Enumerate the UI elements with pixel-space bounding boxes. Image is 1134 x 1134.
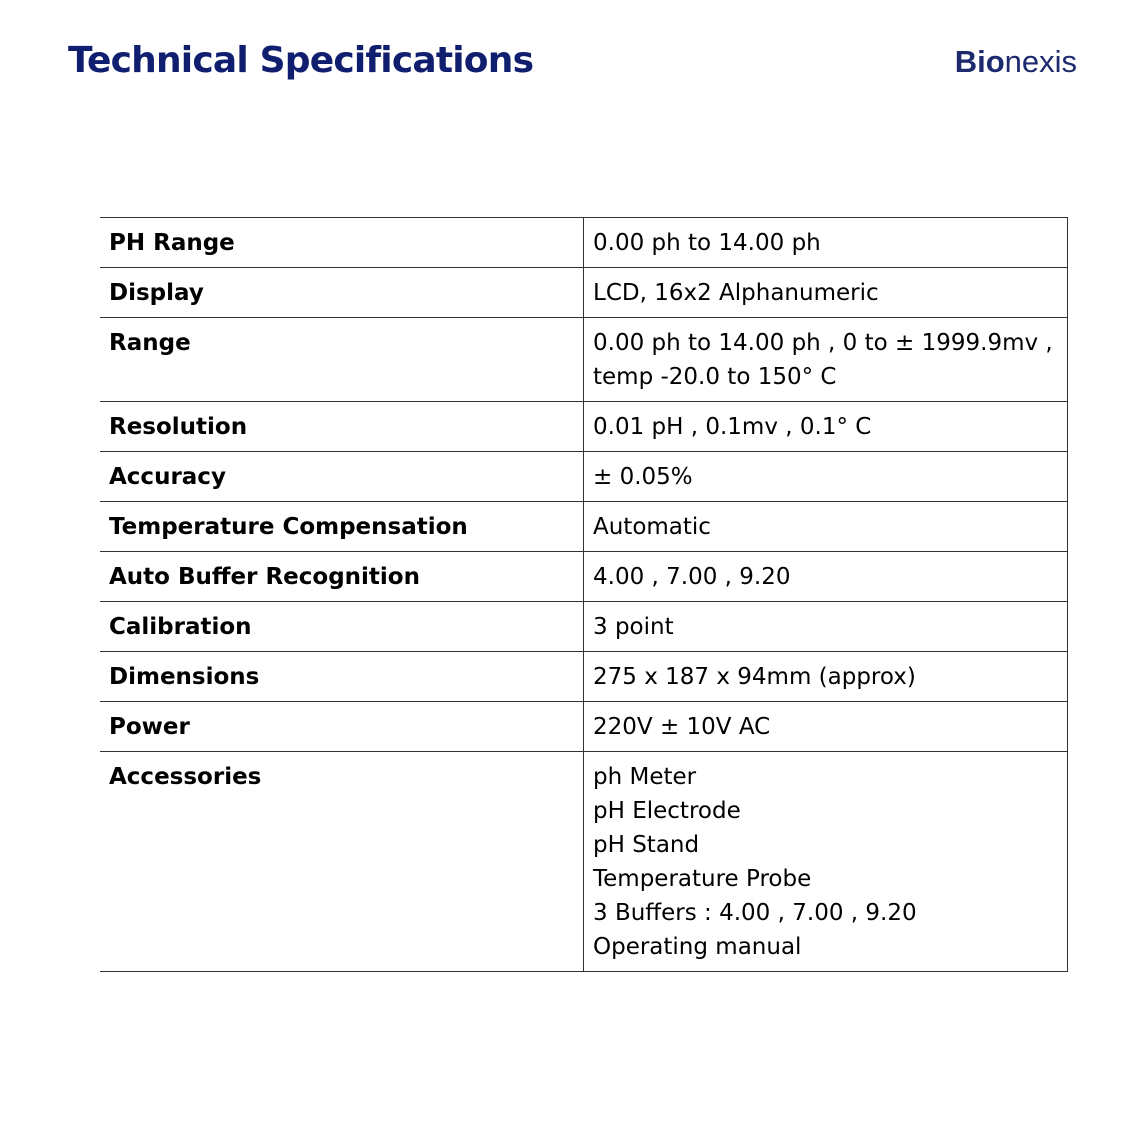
table-row xyxy=(100,552,1068,602)
spec-value-line: 4.00 , 7.00 , 9.20 xyxy=(593,564,791,590)
table-row xyxy=(100,268,1068,318)
spec-value-line: 0.00 ph to 14.00 ph xyxy=(593,230,821,256)
spec-label: Range xyxy=(100,318,584,402)
spec-label: Accessories xyxy=(100,752,584,972)
spec-value-line: 0.01 pH , 0.1mv , 0.1° C xyxy=(593,414,872,440)
spec-value-line: pH Electrode xyxy=(593,798,741,824)
spec-label: Resolution xyxy=(100,402,584,452)
spec-value-line: 3 Buffers : 4.00 , 7.00 , 9.20 xyxy=(593,900,917,926)
spec-label: Power xyxy=(100,702,584,752)
spec-value-line: 220V ± 10V AC xyxy=(593,714,771,740)
spec-value xyxy=(584,402,1068,452)
table-row xyxy=(100,502,1068,552)
logo-regular-part: nexis xyxy=(1004,44,1077,79)
spec-value xyxy=(584,602,1068,652)
spec-value-line: ± 0.05% xyxy=(593,464,693,490)
spec-value xyxy=(584,318,1068,402)
spec-value xyxy=(584,752,1068,972)
spec-label: Temperature Compensation xyxy=(100,502,584,552)
table-row xyxy=(100,752,1068,972)
logo-bold-part: Bio xyxy=(954,44,1005,79)
spec-label: Display xyxy=(100,268,584,318)
spec-table xyxy=(100,217,1068,972)
spec-label: PH Range xyxy=(100,218,584,268)
spec-value xyxy=(584,552,1068,602)
spec-value-line: temp -20.0 to 150° C xyxy=(593,364,837,390)
table-row xyxy=(100,218,1068,268)
brand-logo xyxy=(955,44,1077,80)
spec-value xyxy=(584,652,1068,702)
spec-value-line: pH Stand xyxy=(593,832,700,858)
spec-value xyxy=(584,452,1068,502)
table-row xyxy=(100,702,1068,752)
spec-value-line: Operating manual xyxy=(593,934,802,960)
table-row xyxy=(100,402,1068,452)
spec-label: Auto Buffer Recognition xyxy=(100,552,584,602)
table-row xyxy=(100,452,1068,502)
table-row xyxy=(100,652,1068,702)
page-title: Technical Specifications xyxy=(68,40,534,81)
spec-value-line: Temperature Probe xyxy=(593,866,812,892)
spec-label: Calibration xyxy=(100,602,584,652)
spec-value xyxy=(584,702,1068,752)
spec-value xyxy=(584,218,1068,268)
spec-value xyxy=(584,268,1068,318)
spec-label: Accuracy xyxy=(100,452,584,502)
spec-value xyxy=(584,502,1068,552)
spec-value-line: ph Meter xyxy=(593,764,697,790)
table-row xyxy=(100,602,1068,652)
spec-value-line: 3 point xyxy=(593,614,674,640)
spec-value-line: LCD, 16x2 Alphanumeric xyxy=(593,280,879,306)
table-row xyxy=(100,318,1068,402)
spec-value-line: 0.00 ph to 14.00 ph , 0 to ± 1999.9mv , xyxy=(593,330,1053,356)
spec-value-line: 275 x 187 x 94mm (approx) xyxy=(593,664,916,690)
spec-label: Dimensions xyxy=(100,652,584,702)
spec-value-line: Automatic xyxy=(593,514,711,540)
spec-table-body xyxy=(100,218,1068,972)
